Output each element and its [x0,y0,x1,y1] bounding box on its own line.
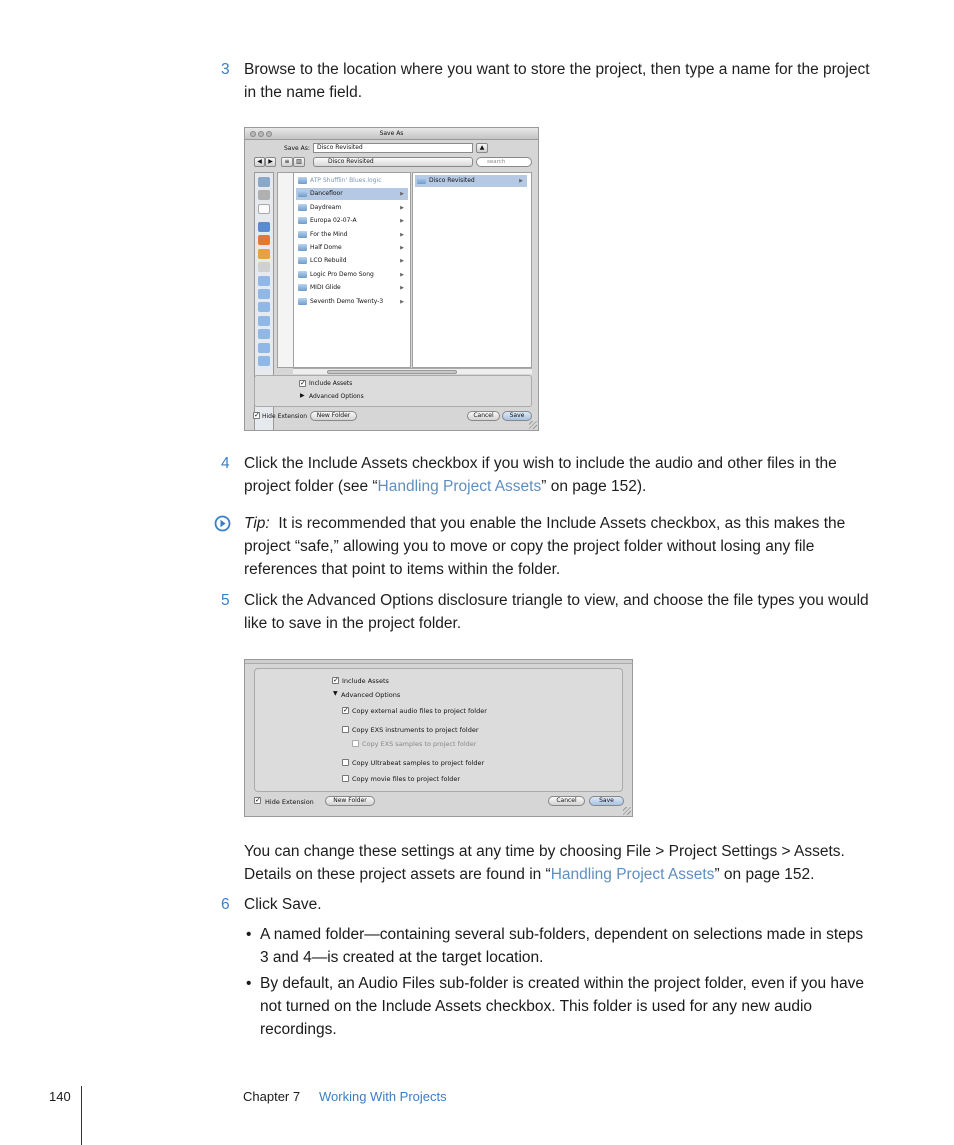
expand-arrow-icon: ▶ [519,178,523,184]
tip-text [244,512,874,581]
copy-option-label: Copy EXS instruments to project folder [352,726,479,734]
hard-disk-icon[interactable] [258,190,270,200]
folder-icon [298,231,307,238]
file-row[interactable] [296,215,408,227]
search-field[interactable]: search [476,157,532,167]
change-settings-end: ” on page 152. [714,866,815,883]
file-row[interactable] [296,242,408,254]
applications-icon[interactable] [258,249,270,259]
copy-option-checkbox[interactable] [342,759,349,766]
file-row[interactable] [415,175,527,187]
copy-option-checkbox[interactable] [342,707,349,714]
include-assets-label: Include Assets [309,380,353,387]
disk-icon[interactable] [258,204,270,214]
file-row[interactable] [296,282,408,294]
bullet-dot: • [246,975,252,992]
save-button[interactable]: Save [502,411,532,421]
footer-rule [81,1086,82,1145]
expand-arrow-icon: ▶ [400,218,404,225]
expand-arrow-icon: ▶ [400,258,404,265]
file-name: Daydream [310,203,342,211]
step-number-3: 3 [221,61,230,78]
change-settings-text [244,840,874,886]
file-row[interactable] [296,175,408,187]
page-number: 140 [49,1089,71,1104]
folder-icon[interactable] [258,316,270,326]
hide-extension-label: Hide Extension [262,413,308,420]
column-view-icon[interactable]: ▥ [293,157,305,167]
step-number-6: 6 [221,896,230,913]
file-name: LCO Rebuild [310,257,347,265]
bullet-dot: • [246,926,252,943]
folder-icon[interactable] [258,302,270,312]
file-name: Seventh Demo Twenty-3 [310,297,384,305]
file-name: Half Dome [310,244,342,251]
folder-icon [298,244,307,251]
browser-column-2[interactable] [412,172,532,368]
home-icon[interactable] [258,235,270,245]
hide-extension-label: Hide Extension [265,798,314,806]
title-bar [245,128,538,140]
dialog-title: Save As [379,130,404,137]
step-4-text [244,452,874,498]
file-name: MIDI Glide [310,284,341,292]
save-as-field[interactable]: Disco Revisited [313,143,473,153]
list-view-icon[interactable]: ≡ [281,157,293,167]
file-name: Logic Pro Demo Song [310,270,374,278]
expand-arrow-icon: ▶ [400,231,404,238]
bullet-item: A named folder—containing several sub-folders, dependent on selections made in steps 3 and 4—is created at the target location. [260,926,864,966]
copy-option-label: Copy movie files to project folder [352,775,461,783]
folder-icon[interactable] [258,289,270,299]
folder-icon [298,217,307,224]
new-folder-button[interactable]: New Folder [310,411,357,421]
folder-icon [298,298,307,305]
cancel-button[interactable]: Cancel [548,796,585,806]
copy-option-checkbox[interactable] [342,726,349,733]
desktop-icon[interactable] [258,222,270,232]
step-4-text-start: Click the Include Assets checkbox if you wish to include the audio and other files in the project folder (see “ [244,455,837,495]
chapter-title-link[interactable]: Working With Projects [319,1089,447,1104]
horizontal-scrollbar[interactable] [293,368,532,374]
folder-icon [298,190,307,197]
expand-arrow-icon: ▶ [400,245,404,251]
back-button[interactable]: ◀ [254,157,265,167]
advanced-options-label: Advanced Options [309,393,364,400]
file-row[interactable] [296,296,408,308]
folder-icon [417,177,426,184]
file-row[interactable] [296,229,408,241]
include-assets-checkbox[interactable] [299,380,306,387]
expand-arrow-icon: ▶ [400,285,404,292]
file-row[interactable] [296,269,408,281]
browser-column-1[interactable] [293,172,411,368]
chapter-label: Chapter 7 [243,1089,301,1104]
folder-icon [298,284,307,291]
copy-option-checkbox[interactable] [352,740,359,747]
disclosure-triangle-open-icon[interactable]: ▼ [333,690,338,697]
bullet-item: By default, an Audio Files sub-folder is created within the project folder, even if you have not turned on the Include Assets checkbox. This folder is used for any new audio recordings. [260,975,864,1038]
folder-icon[interactable] [258,356,270,366]
tip-body: It is recommended that you enable the Include Assets checkbox, as this makes the project “safe,” allowing you to move or copy the project folder without losing any file references that point to items within the folder. [244,515,846,578]
tip-label: Tip: [244,515,270,532]
folder-icon [298,271,307,278]
copy-option-label: Copy EXS samples to project folder [362,740,477,748]
expand-arrow-icon: ▶ [400,298,404,305]
folder-icon [298,257,307,264]
folder-icon[interactable] [258,329,270,339]
file-row[interactable] [296,202,408,214]
options-panel [254,375,532,407]
forward-button[interactable]: ▶ [265,157,276,167]
network-icon[interactable] [258,177,270,187]
file-name: Dancefloor [310,190,343,198]
handling-project-assets-link[interactable]: Handling Project Assets [377,478,542,495]
disclosure-triangle-icon[interactable]: ▶ [300,392,305,399]
advanced-options-dialog [244,659,633,817]
expand-arrow-icon: ▶ [400,204,404,211]
resize-grip[interactable] [623,807,631,815]
include-assets-label: Include Assets [342,677,389,685]
save-as-label: Save As: [284,145,310,152]
cancel-button[interactable]: Cancel [467,411,500,421]
advanced-options-label: Advanced Options [341,691,401,699]
change-settings-start: You can change these settings at any time by choosing File > Project Settings > Assets. Details on these project assets are found in “ [244,843,845,883]
copy-option-label: Copy external audio files to project folder [352,707,487,715]
folder-icon[interactable] [258,343,270,353]
hide-extension-checkbox[interactable] [254,797,261,804]
tip-arrow-icon [214,515,231,532]
location-popup[interactable]: Disco Revisited [313,157,473,167]
file-row[interactable] [296,255,408,267]
expand-arrow-icon: ▶ [400,271,404,278]
file-row[interactable] [296,188,408,200]
step-4-text-end: ” on page 152). [541,478,647,495]
step-3-text: Browse to the location where you want to store the project, then type a name for the project in the name field. [244,61,870,101]
step-number-4: 4 [221,455,230,472]
folder-icon [298,204,307,211]
advanced-options-panel [254,668,623,792]
expand-arrow-icon: ▶ [400,191,404,198]
folder-icon [298,177,307,184]
include-assets-checkbox[interactable] [332,677,339,684]
copy-option-checkbox[interactable] [342,775,349,782]
file-name: Disco Revisited [429,177,475,184]
step-6-text: Click Save. [244,896,322,913]
new-folder-button[interactable]: New Folder [325,796,375,806]
folder-icon[interactable] [258,276,270,286]
save-as-dialog [244,127,539,431]
hide-extension-checkbox[interactable] [253,412,260,419]
file-name: Europa 02-07-A [310,217,357,225]
documents-icon[interactable] [258,262,270,272]
copy-option-label: Copy Ultrabeat samples to project folder [352,759,485,767]
save-button[interactable]: Save [589,796,624,806]
step-5-text: Click the Advanced Options disclosure triangle to view, and choose the file types you would like to save in the project folder. [244,592,869,632]
dialog-top-edge [245,660,632,664]
resize-grip[interactable] [529,421,537,429]
file-name: ATP Shufflin' Blues.logic [310,177,382,184]
scrollbar-thumb[interactable] [327,370,457,374]
file-name: For the Mind [310,230,348,238]
step-number-5: 5 [221,592,230,609]
collapse-dialog-button[interactable]: ▲ [476,143,488,153]
handling-project-assets-link[interactable]: Handling Project Assets [550,866,715,883]
